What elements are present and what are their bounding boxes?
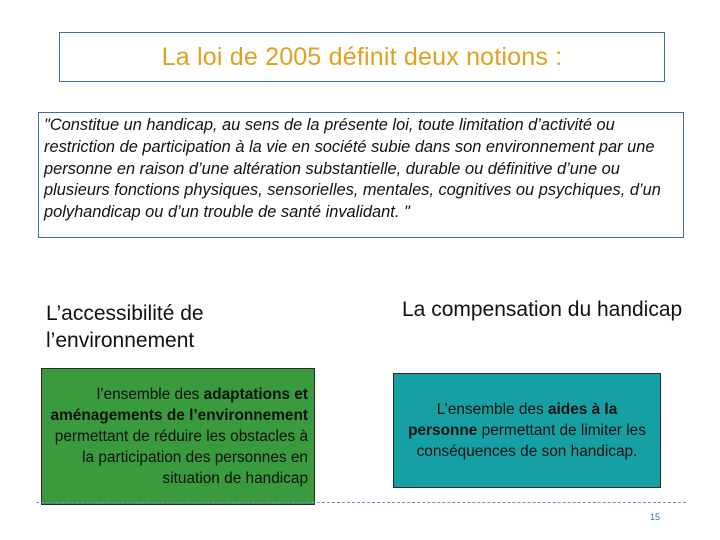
slide-title: La loi de 2005 définit deux notions :	[161, 42, 563, 71]
compensation-definition-box	[393, 373, 661, 488]
compensation-text-end: permettant de limiter les conséquences de son handicap.	[416, 422, 646, 460]
law-quote: "Constitue un handicap, au sens de la présente loi, toute limitation d’activité ou restriction de participation à la vie en société subie dans son environnement par une personne en raison d’une altération substantielle, durable ou définitive d’une ou plusieurs fonctions physiques, sensorielles, mentales, cognitives ou psychiques, d’un polyhandicap ou d’un trouble de santé invalidant. "	[44, 116, 661, 222]
compensation-heading: La compensation du handicap	[402, 298, 683, 321]
accessibility-text-bold: adaptations et aménagements de l’environnement	[50, 386, 308, 424]
accessibility-definition-box	[41, 368, 315, 505]
accessibility-definition	[48, 384, 308, 489]
compensation-text-start: L’ensemble des	[436, 401, 548, 418]
accessibility-text-end: permettant de réduire les obstacles à la participation des personnes en situation de handicap	[54, 428, 308, 487]
footer-divider	[36, 502, 686, 503]
accessibility-heading: L’accessibilité de l’environnement	[46, 302, 204, 352]
compensation-text-bold: aides à la personne	[408, 401, 618, 439]
accessibility-text-start: l’ensemble des	[96, 386, 204, 403]
compensation-definition	[400, 399, 654, 462]
page-number: 15	[650, 512, 661, 522]
title-box	[59, 32, 665, 82]
